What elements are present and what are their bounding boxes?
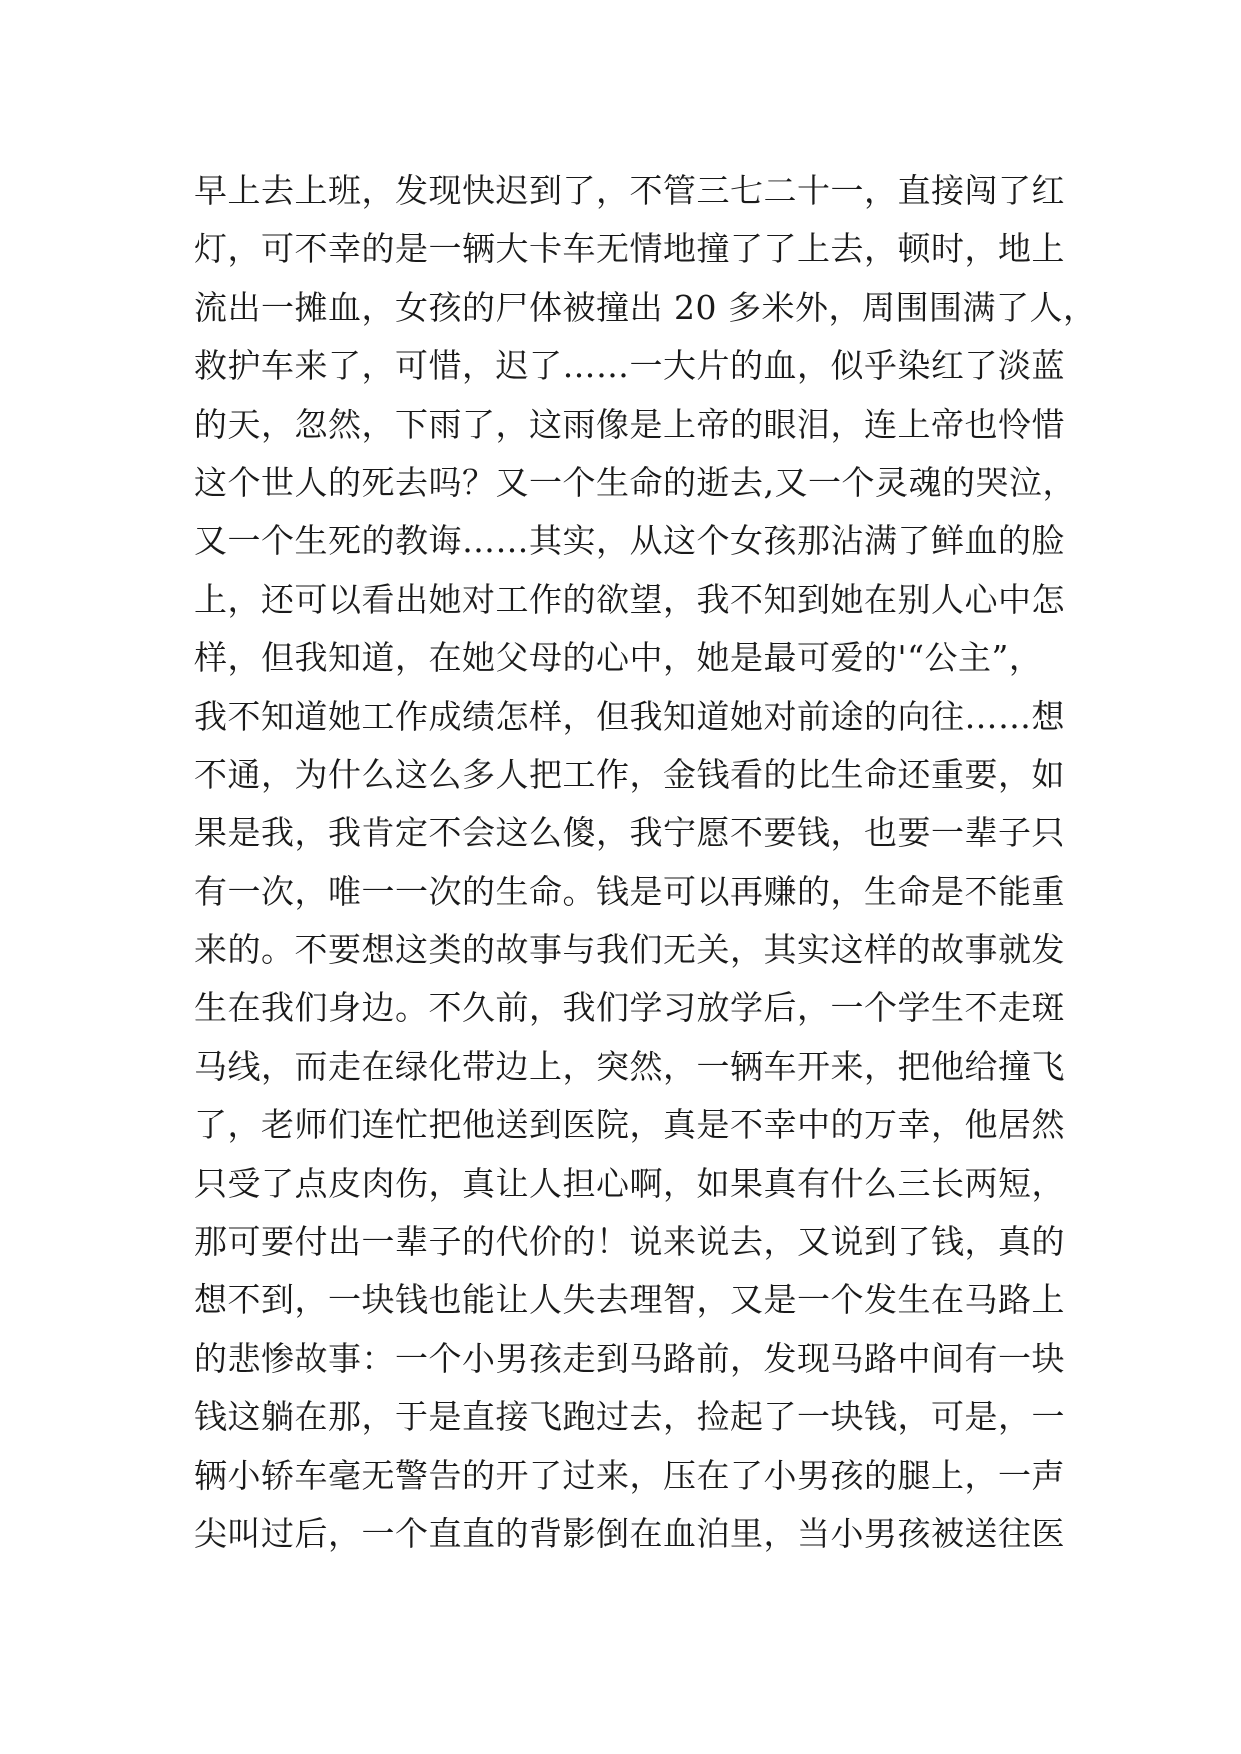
text-line: 来的。不要想这类的故事与我们无关，其实这样的故事就发 xyxy=(194,930,1065,970)
text-line: 不通，为什么这么多人把工作，金钱看的比生命还重要，如 xyxy=(194,754,1065,794)
text-line: 果是我，我肯定不会这么傻，我宁愿不要钱，也要一辈子只 xyxy=(194,813,1065,853)
text-line: 流出一摊血，女孩的尸体被撞出 20 多米外，周围围满了人， xyxy=(194,287,1097,327)
text-line: 生在我们身边。不久前，我们学习放学后，一个学生不走斑 xyxy=(194,988,1065,1028)
text-line: 救护车来了，可惜，迟了……一大片的血，似乎染红了淡蓝 xyxy=(194,346,1065,386)
text-line: 想不到，一块钱也能让人失去理智，又是一个发生在马路上 xyxy=(194,1280,1065,1320)
text-line: 这个世人的死去吗？又一个生命的逝去,又一个灵魂的哭泣， xyxy=(194,462,1076,502)
text-line: 那可要付出一辈子的代价的！说来说去，又说到了钱，真的 xyxy=(194,1222,1065,1262)
text-line: 又一个生死的教诲……其实，从这个女孩那沾满了鲜血的脸 xyxy=(194,521,1065,561)
text-line: 样，但我知道，在她父母的心中，她是最可爱的'“公主”， xyxy=(194,638,1043,678)
text-line: 辆小轿车毫无警告的开了过来，压在了小男孩的腿上，一声 xyxy=(194,1455,1065,1495)
text-line: 尖叫过后，一个直直的背影倒在血泊里，当小男孩被送往医 xyxy=(194,1513,1065,1553)
text-line: 的天，忽然，下雨了，这雨像是上帝的眼泪，连上帝也怜惜 xyxy=(194,404,1065,444)
text-line: 我不知道她工作成绩怎样，但我知道她对前途的向往……想 xyxy=(194,696,1065,736)
text-line: 马线，而走在绿化带边上，突然，一辆车开来，把他给撞飞 xyxy=(194,1046,1065,1086)
text-line: 只受了点皮肉伤，真让人担心啊，如果真有什么三长两短， xyxy=(194,1163,1065,1203)
text-line: 上，还可以看出她对工作的欲望，我不知到她在别人心中怎 xyxy=(194,579,1065,619)
text-line: 的悲惨故事：一个小男孩走到马路前，发现马路中间有一块 xyxy=(194,1338,1065,1378)
text-line: 早上去上班，发现快迟到了，不管三七二十一，直接闯了红 xyxy=(194,171,1065,210)
text-line: 灯，可不幸的是一辆大卡车无情地撞了了上去，顿时，地上 xyxy=(194,229,1065,269)
text-line: 了，老师们连忙把他送到医院，真是不幸中的万幸，他居然 xyxy=(194,1105,1065,1145)
text-line: 有一次，唯一一次的生命。钱是可以再赚的，生命是不能重 xyxy=(194,871,1065,911)
text-line: 钱这躺在那，于是直接飞跑过去，捡起了一块钱，可是，一 xyxy=(194,1397,1065,1437)
body-text xyxy=(194,162,1097,1563)
